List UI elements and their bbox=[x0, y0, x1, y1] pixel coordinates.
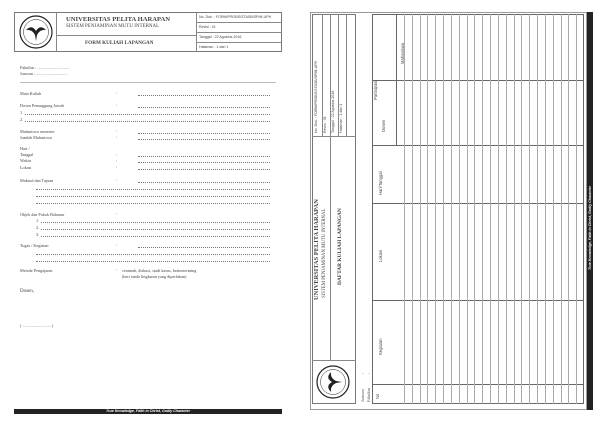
signature-name: ( ........................... ) bbox=[20, 323, 54, 328]
faculty-field: Fakultas : .............................. bbox=[20, 65, 69, 70]
col-no: No bbox=[375, 393, 380, 399]
list-doc-number: No. Dok. : FORM/PROBS/STASB/SPMI-UPH bbox=[314, 60, 318, 133]
subject-1-line bbox=[41, 222, 270, 223]
table-row bbox=[435, 14, 436, 404]
table-row bbox=[568, 14, 569, 404]
method-label: Metode Pengajaran bbox=[20, 268, 53, 273]
list-university-name: UNIVERSITAS PELITA HARAPAN bbox=[313, 199, 320, 300]
semester-label: Mahasiswa semester bbox=[20, 129, 55, 134]
department-field: Jurusan : .............................. bbox=[20, 71, 68, 76]
day-label: Hari / bbox=[20, 146, 30, 151]
table-row bbox=[553, 14, 554, 404]
table-row bbox=[561, 14, 562, 404]
lecturer-1-line bbox=[25, 114, 270, 115]
table-row bbox=[521, 14, 522, 404]
table-row bbox=[514, 14, 515, 404]
task-label: Tugas / Kegiatan bbox=[20, 243, 49, 248]
time-label: Waktu bbox=[20, 158, 31, 163]
table-row bbox=[490, 14, 491, 404]
form-motto: True Knowledge, Faith in Christ, Godly Character bbox=[105, 409, 190, 413]
method-options: ceramah, diskusi, studi kasus, brainstorming bbox=[122, 268, 197, 273]
table-row bbox=[459, 14, 460, 404]
col-day-date: Hari/Tanggal bbox=[378, 171, 383, 195]
task-line bbox=[36, 254, 270, 255]
table-row bbox=[576, 14, 577, 404]
signature-title: Dosen, bbox=[20, 289, 35, 294]
col-students: Mahasiswa bbox=[400, 43, 405, 64]
table-row bbox=[545, 14, 546, 404]
table-row bbox=[498, 14, 499, 404]
table-row bbox=[529, 14, 530, 404]
table-row bbox=[451, 14, 452, 404]
revision: Revisi : 01 bbox=[199, 25, 216, 29]
lecturer-2-line bbox=[25, 121, 270, 122]
table-row bbox=[474, 14, 475, 404]
col-lecturer: Dosen bbox=[381, 119, 386, 132]
list-title: DAFTAR KULIAH LAPANGAN bbox=[337, 208, 343, 285]
table-row bbox=[467, 14, 468, 404]
table-row bbox=[443, 14, 444, 404]
subject-label: Objek dan Pokok Bahasan bbox=[20, 212, 65, 217]
table-row bbox=[404, 14, 405, 404]
list-university-logo-icon bbox=[315, 364, 351, 400]
quality-unit-name: SISTEM PENJAMINAN MUTU INTERNAL bbox=[66, 24, 160, 29]
list-unit-name: SISTEM PENJAMINAN MUTU INTERNAL bbox=[322, 208, 327, 298]
header-divider-logo bbox=[56, 12, 57, 52]
col-activity: Kegiatan bbox=[378, 338, 383, 355]
subject-2-line bbox=[41, 229, 270, 230]
list-revision: Revisi : 01 bbox=[323, 116, 327, 133]
list-motto: True Knowledge, Faith in Christ, Godly Character bbox=[588, 185, 592, 270]
page-count: Halaman : 1 dari 1 bbox=[199, 45, 229, 49]
list-page-count: Halaman : 1 dari 1 bbox=[339, 103, 343, 133]
table-row bbox=[506, 14, 507, 404]
form-footer-bar bbox=[14, 409, 282, 414]
lecturer-label: Dosen Penanggung Jawab bbox=[20, 103, 64, 108]
table-row bbox=[420, 14, 421, 404]
purpose-line bbox=[36, 189, 270, 190]
location-label: Lokasi bbox=[20, 165, 32, 170]
col-location: Lokasi bbox=[378, 249, 383, 262]
subject-3-line bbox=[41, 236, 270, 237]
course-label: Mata Kuliah bbox=[20, 91, 42, 96]
table-row bbox=[412, 14, 413, 404]
form-title: FORM KULIAH LAPANGAN bbox=[85, 40, 154, 46]
col-participation: Partisipasi bbox=[373, 80, 378, 100]
header-title-line bbox=[56, 35, 196, 36]
method-note: (beri tanda lingkaran yang diperlukan) bbox=[122, 274, 187, 279]
table-row bbox=[482, 14, 483, 404]
list-date: Tanggal : 22 Agustus 2016 bbox=[331, 90, 335, 133]
university-name: UNIVERSITAS PELITA HARAPAN bbox=[66, 16, 171, 23]
university-logo-icon bbox=[18, 14, 54, 50]
doc-date: Tanggal : 22 Agustus 2016 bbox=[199, 35, 242, 39]
list-department: Jurusan bbox=[360, 389, 365, 402]
doc-number: No. Dok. : FORM/PROBS/STASB/SPMI-UPH bbox=[199, 15, 272, 19]
course-line bbox=[138, 95, 270, 96]
table-row bbox=[427, 14, 428, 404]
section-separator bbox=[20, 82, 276, 83]
purpose-label: Maksud dan Tujuan bbox=[20, 178, 54, 183]
date-label: Tanggal bbox=[20, 152, 34, 157]
table-row bbox=[537, 14, 538, 404]
student-count-label: Jumlah Mahasiswa bbox=[20, 135, 52, 140]
list-faculty: Fakultas bbox=[366, 387, 371, 402]
